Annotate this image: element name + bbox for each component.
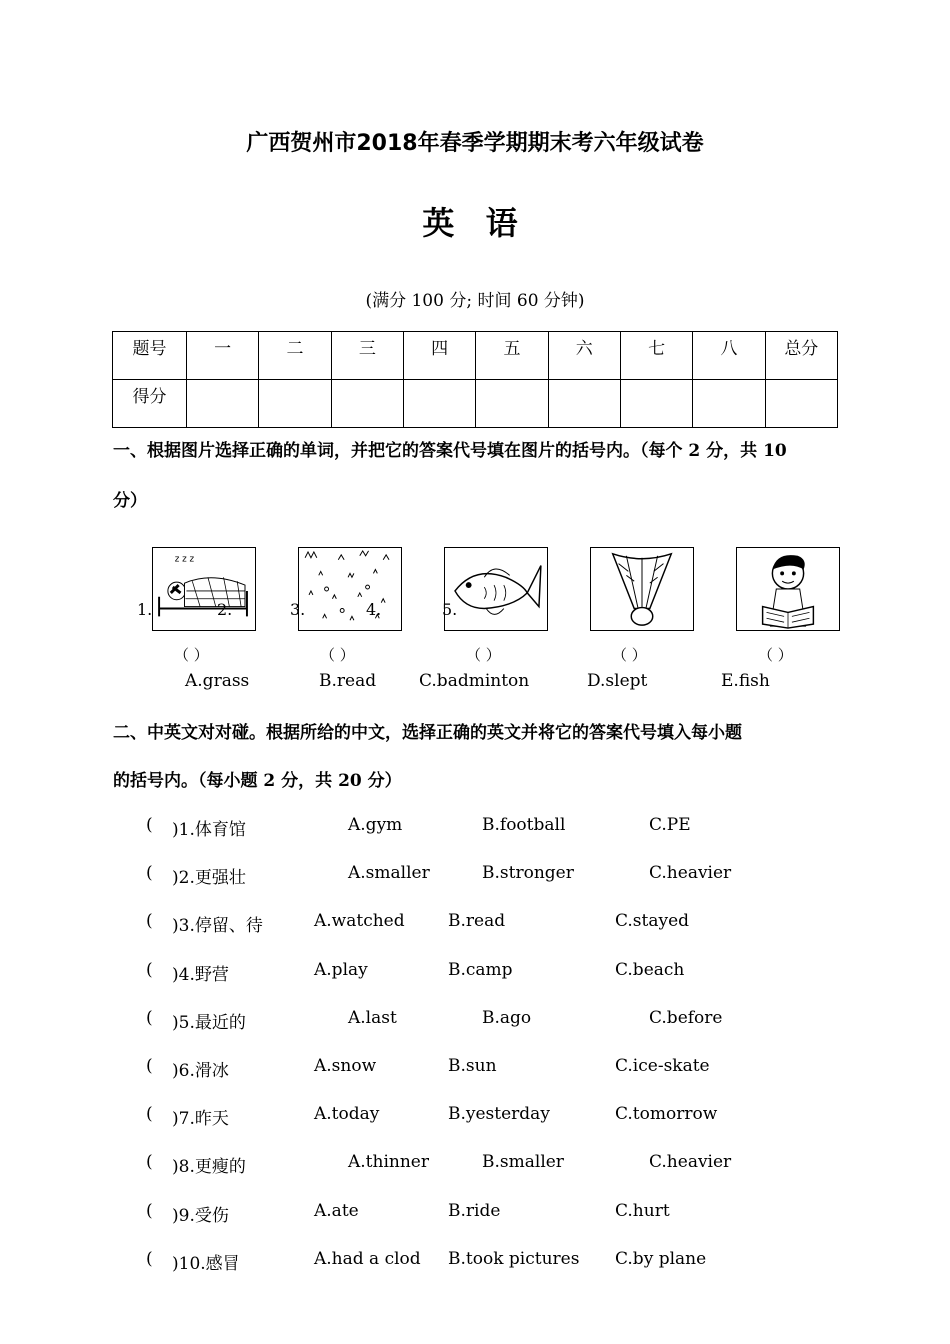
option-b: B.yesterday: [448, 1104, 550, 1125]
option-b: B.smaller: [482, 1152, 564, 1173]
score-table-cell: 四: [403, 332, 475, 380]
score-table-cell: 七: [620, 332, 692, 380]
answer-paren[interactable]: (: [146, 815, 153, 835]
option-a: A.play: [314, 959, 368, 980]
option-a: A.snow: [314, 1056, 377, 1076]
question-text: )4.野营: [172, 964, 229, 985]
score-blank-cell[interactable]: [765, 380, 837, 428]
picture-number: 4.: [366, 600, 382, 619]
option-b: B.took pictures: [448, 1248, 580, 1269]
section1-heading: 一、根据图片选择正确的单词，并把它的答案代号填在图片的括号内。（每个 2 分，共 10: [113, 441, 787, 461]
question-text: )8.更瘦的: [172, 1157, 246, 1178]
score-table-cell: 三: [331, 332, 403, 380]
fish-icon: [445, 548, 547, 630]
score-table-cell: 五: [476, 332, 548, 380]
score-blank-cell[interactable]: [693, 380, 765, 428]
picture-number: 2.: [217, 600, 233, 619]
exam-title: 广西贺州市2018年春季学期期末考六年级试卷: [246, 131, 704, 156]
option-c: C.stayed: [615, 911, 690, 932]
option-c: C.heavier: [649, 1152, 732, 1173]
option-c: C.beach: [615, 959, 685, 980]
question-text: )3.停留、待: [172, 916, 263, 937]
option-b: B.football: [482, 815, 566, 835]
option-c: C.tomorrow: [615, 1104, 718, 1125]
picture-fish: [444, 547, 548, 631]
svg-text:z z z: z z z: [174, 554, 195, 565]
score-blank-cell[interactable]: [403, 380, 475, 428]
score-blank-cell[interactable]: [620, 380, 692, 428]
option-b: B.ride: [448, 1200, 501, 1221]
option-c: C.by plane: [615, 1248, 707, 1269]
answer-paren[interactable]: （ ）: [466, 646, 501, 664]
option-b: B.camp: [448, 959, 513, 980]
answer-paren[interactable]: (: [146, 911, 153, 932]
option-c: C.PE: [649, 815, 691, 835]
picture-reading-boy: [736, 547, 840, 631]
section2-heading-cont: 的括号内。（每小题 2 分，共 20 分）: [113, 771, 402, 791]
answer-paren[interactable]: （ ）: [758, 646, 793, 664]
option-a: A.ate: [314, 1200, 359, 1221]
score-blank-cell[interactable]: [331, 380, 403, 428]
option-b: B.ago: [482, 1007, 532, 1028]
subject-title: 英 语: [422, 204, 528, 242]
answer-paren[interactable]: （ ）: [320, 646, 355, 664]
score-blank-cell[interactable]: [548, 380, 620, 428]
picture-number: 1.: [137, 600, 153, 619]
option-a: A.today: [314, 1104, 380, 1125]
question-text: )1.体育馆: [172, 820, 246, 840]
picture-shuttlecock: [590, 547, 694, 631]
word-option: A.grass: [185, 671, 250, 691]
score-label-cell: 得分: [113, 380, 187, 428]
answer-paren[interactable]: （ ）: [174, 646, 209, 664]
score-table-cell: 二: [259, 332, 331, 380]
reading-boy-icon: [737, 548, 839, 630]
word-option: B.read: [319, 671, 377, 691]
grass-icon: [299, 548, 401, 630]
option-b: B.read: [448, 911, 506, 932]
question-text: )9.受伤: [172, 1205, 229, 1226]
option-b: B.sun: [448, 1056, 497, 1076]
word-option: E.fish: [721, 671, 770, 691]
score-table-header-row: [113, 332, 838, 380]
answer-paren[interactable]: (: [146, 863, 153, 884]
score-table-cell: 题号: [113, 332, 187, 380]
answer-paren[interactable]: （ ）: [612, 646, 647, 664]
section2-heading: 二、中英文对对碰。根据所给的中文，选择正确的英文并将它的答案代号填入每小题: [113, 723, 742, 743]
exam-note: (满分 100 分; 时间 60 分钟): [365, 291, 585, 311]
answer-paren[interactable]: (: [146, 959, 153, 980]
option-c: C.ice-skate: [615, 1056, 710, 1076]
option-c: C.before: [649, 1007, 723, 1028]
answer-paren[interactable]: (: [146, 1056, 153, 1076]
score-table-score-row: [113, 380, 838, 428]
score-blank-cell[interactable]: [476, 380, 548, 428]
picture-sleeping: [152, 547, 256, 631]
answer-paren[interactable]: (: [146, 1200, 153, 1221]
question-text: )10.感冒: [172, 1253, 240, 1274]
section1-heading-cont: 分）: [113, 491, 147, 511]
picture-number: 5.: [442, 600, 458, 619]
shuttlecock-icon: [591, 548, 693, 630]
score-table-cell: 总分: [765, 332, 837, 380]
sleeping-child-icon: [153, 548, 255, 630]
score-table: [112, 331, 838, 428]
score-table-cell: 六: [548, 332, 620, 380]
score-blank-cell[interactable]: [259, 380, 331, 428]
answer-paren[interactable]: (: [146, 1104, 153, 1125]
option-a: A.thinner: [348, 1152, 429, 1173]
answer-paren[interactable]: (: [146, 1007, 153, 1028]
question-text: )2.更强壮: [172, 868, 246, 889]
score-table-cell: 八: [693, 332, 765, 380]
score-table-cell: 一: [187, 332, 259, 380]
option-c: C.heavier: [649, 863, 732, 884]
word-option: D.slept: [587, 671, 648, 691]
answer-paren[interactable]: (: [146, 1248, 153, 1269]
score-blank-cell[interactable]: [187, 380, 259, 428]
option-a: A.last: [348, 1007, 397, 1028]
question-text: )5.最近的: [172, 1012, 246, 1033]
picture-number: 3.: [290, 600, 306, 619]
answer-paren[interactable]: (: [146, 1152, 153, 1173]
option-a: A.smaller: [348, 863, 430, 884]
question-text: )7.昨天: [172, 1109, 229, 1130]
question-text: )6.滑冰: [172, 1061, 229, 1081]
option-b: B.stronger: [482, 863, 574, 884]
option-a: A.watched: [314, 911, 405, 932]
option-a: A.had a clod: [314, 1248, 421, 1269]
word-option: C.badminton: [419, 671, 530, 691]
option-a: A.gym: [348, 815, 403, 835]
picture-grass: [298, 547, 402, 631]
option-c: C.hurt: [615, 1200, 670, 1221]
